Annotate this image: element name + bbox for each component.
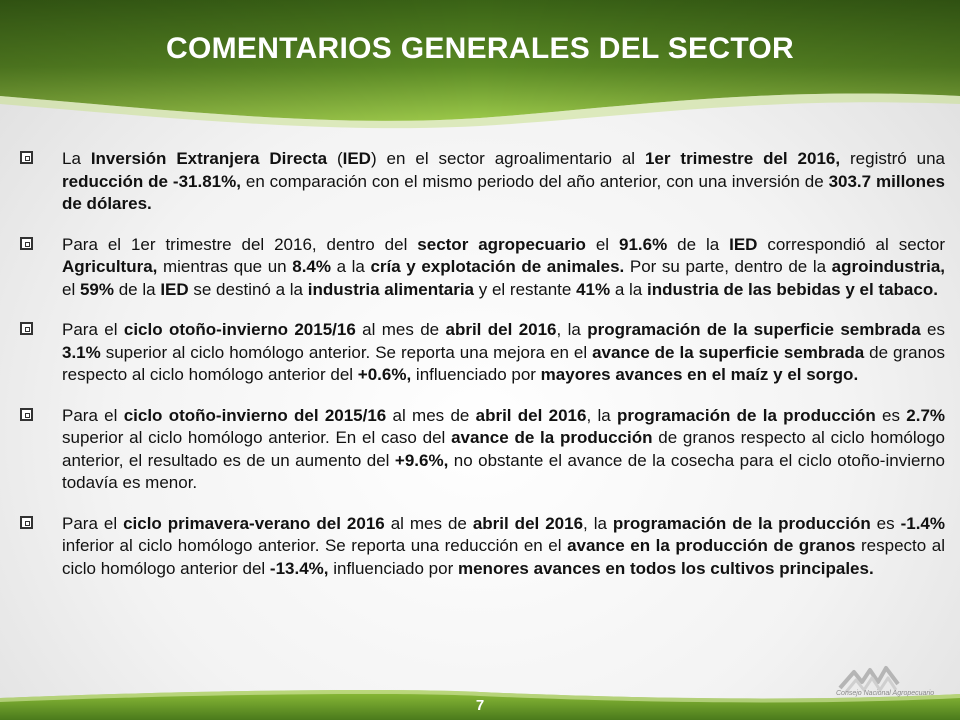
bullet-text: [62, 320, 945, 384]
text-segment: el: [62, 279, 80, 299]
text-segment: ) en el sector agroalimentario al: [370, 149, 645, 168]
text-segment: en comparación con el mismo periodo del año anterior, con una inversión de: [240, 171, 829, 191]
text-segment: a la: [610, 279, 647, 299]
text-segment: La: [62, 149, 91, 168]
header-banner: [0, 0, 960, 130]
bold-text: reducción de -31.81%,: [62, 171, 241, 191]
text-segment: respecto al ciclo homólogo anterior del: [62, 536, 945, 578]
text-segment: al mes de: [386, 405, 476, 425]
text-segment: , la: [583, 513, 613, 533]
text-segment: mientras que un: [157, 257, 293, 276]
text-segment: no obstante el avance de la cosecha para el ciclo otoño-invierno todavía es menor.: [62, 450, 945, 492]
bullet-text: [62, 514, 945, 578]
text-segment: es: [920, 320, 945, 339]
text-segment: influenciado por: [411, 365, 541, 384]
text-segment: se destinó a la: [188, 279, 308, 299]
bold-text: sector agropecuario: [417, 234, 586, 254]
bold-text: +9.6%,: [394, 450, 449, 470]
checkbox-bullet-icon: [20, 237, 33, 250]
bullet-list: [20, 148, 945, 598]
checkbox-bullet-icon: [20, 322, 33, 335]
bold-text: programación de la producción: [612, 513, 871, 533]
bold-text: 8.4%: [292, 257, 331, 276]
text-segment: , la: [556, 320, 588, 339]
bold-text: agroindustria,: [831, 257, 946, 276]
bold-text: 41%: [576, 279, 611, 299]
checkbox-bullet-icon: [20, 408, 33, 421]
bold-text: 3.1%: [62, 342, 101, 362]
bold-text: Inversión Extranjera Directa: [90, 149, 328, 168]
bold-text: industria alimentaria: [307, 279, 475, 299]
text-segment: es: [875, 405, 907, 425]
text-segment: superior al ciclo homólogo anterior. En el caso del: [62, 428, 452, 447]
text-segment: Para el: [62, 405, 124, 425]
text-segment: al mes de: [384, 513, 473, 533]
logo-caption: Consejo Nacional Agropecuario: [836, 690, 935, 697]
checkbox-bullet-icon: [20, 151, 33, 164]
bullet-item: [20, 319, 945, 387]
bold-text: 2.7%: [906, 405, 946, 425]
bold-text: -13.4%,: [269, 558, 329, 578]
bold-text: +0.6%,: [357, 365, 412, 384]
text-segment: a la: [330, 257, 371, 276]
bold-text: abril del 2016: [445, 320, 557, 339]
bold-text: ciclo primavera-verano del 2016: [123, 513, 385, 533]
bold-text: avance de la superficie sembrada: [592, 342, 865, 362]
bold-text: IED: [160, 279, 189, 299]
bold-text: cría y explotación de animales.: [370, 257, 625, 276]
text-segment: correspondió al sector: [757, 234, 945, 254]
bold-text: industria de las bebidas y el tabaco.: [646, 279, 938, 299]
bullet-text: [62, 406, 945, 493]
text-segment: el: [585, 234, 619, 254]
bold-text: programación de la producción: [616, 405, 876, 425]
bullet-item: [20, 513, 945, 581]
bold-text: ciclo otoño-invierno 2015/16: [123, 320, 356, 339]
bold-text: 303.7 millones de dólares.: [62, 171, 945, 213]
bold-text: abril del 2016: [472, 513, 584, 533]
bold-text: 1er trimestre del 2016,: [644, 149, 841, 168]
text-segment: Para el 1er trimestre del 2016, dentro del: [62, 234, 418, 254]
bold-text: avance de la producción: [451, 428, 653, 447]
bold-text: menores avances en todos los cultivos principales.: [457, 558, 874, 578]
page-number: 7: [475, 697, 485, 714]
text-segment: y el restante: [474, 279, 577, 299]
bold-text: 59%: [79, 279, 114, 299]
bullet-item: [20, 234, 945, 302]
bold-text: -1.4%: [900, 513, 945, 533]
bullet-item: [20, 405, 945, 495]
text-segment: influenciado por: [328, 558, 458, 578]
text-segment: Para el: [62, 513, 124, 533]
bullet-item: [20, 148, 945, 216]
page-title: COMENTARIOS GENERALES DEL SECTOR: [166, 32, 794, 65]
text-segment: (: [327, 149, 343, 168]
text-segment: , la: [586, 405, 617, 425]
bold-text: IED: [729, 234, 758, 254]
bullet-text: [62, 235, 945, 299]
bold-text: abril del 2016: [475, 405, 587, 425]
text-segment: de granos respecto al ciclo homólogo anterior del: [62, 342, 945, 384]
bold-text: programación de la superficie sembrada: [587, 320, 921, 339]
text-segment: es: [870, 513, 901, 533]
bold-text: ciclo otoño-invierno del 2015/16: [123, 405, 387, 425]
text-segment: al mes de: [355, 320, 446, 339]
bullet-text: [62, 149, 945, 213]
text-segment: de la: [114, 279, 161, 299]
checkbox-bullet-icon: [20, 516, 33, 529]
bold-text: avance en la producción de granos: [567, 536, 856, 555]
bold-text: mayores avances en el maíz y el sorgo.: [540, 365, 859, 384]
text-segment: de granos respecto al ciclo homólogo anterior, el resultado es de un aumento del: [62, 428, 945, 470]
text-segment: inferior al ciclo homólogo anterior. Se reporta una reducción en el: [62, 536, 568, 555]
text-segment: superior al ciclo homólogo anterior. Se reporta una mejora en el: [100, 342, 593, 362]
bold-text: 91.6%: [619, 234, 668, 254]
text-segment: registró una: [840, 149, 945, 168]
bold-text: IED: [342, 149, 371, 168]
text-segment: de la: [667, 234, 730, 254]
text-segment: Por su parte, dentro de la: [624, 257, 832, 276]
bold-text: Agricultura,: [62, 257, 158, 276]
text-segment: Para el: [62, 320, 124, 339]
